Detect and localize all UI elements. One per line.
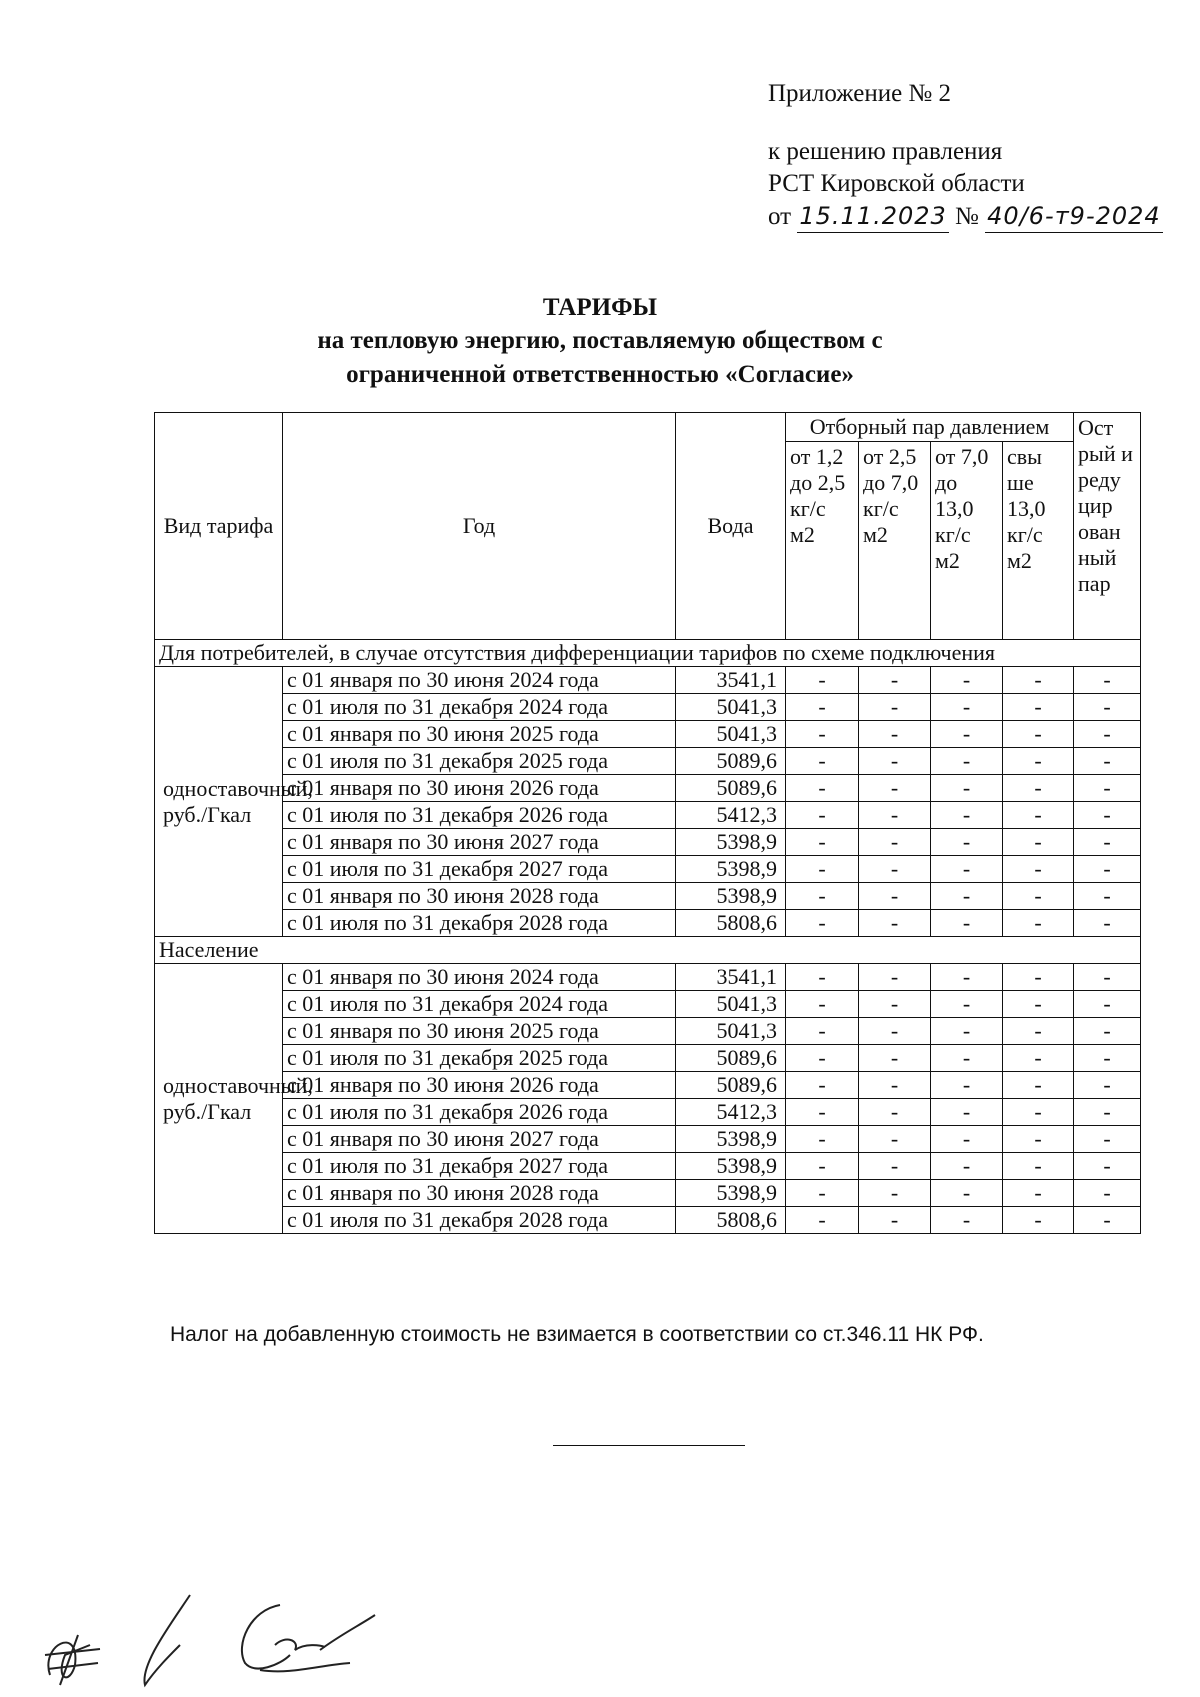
section-row bbox=[155, 640, 1141, 667]
number-label: № bbox=[955, 203, 979, 230]
period-cell: с 01 июля по 31 декабря 2024 года bbox=[283, 991, 676, 1018]
signature-3-icon bbox=[242, 1605, 375, 1671]
document-title bbox=[0, 292, 1200, 392]
empty-value-cell: - bbox=[786, 1099, 859, 1126]
empty-value-cell: - bbox=[931, 1153, 1003, 1180]
period-cell: с 01 июля по 31 декабря 2027 года bbox=[283, 1153, 676, 1180]
empty-value-cell: - bbox=[859, 1153, 931, 1180]
empty-value-cell: - bbox=[1074, 991, 1141, 1018]
empty-value-cell: - bbox=[786, 1045, 859, 1072]
empty-value-cell: - bbox=[931, 1126, 1003, 1153]
empty-value-cell: - bbox=[786, 802, 859, 829]
table-row bbox=[155, 856, 1141, 883]
empty-value-cell: - bbox=[1074, 775, 1141, 802]
empty-value-cell: - bbox=[786, 694, 859, 721]
empty-value-cell: - bbox=[931, 883, 1003, 910]
tariff-kind: одноставочный, руб./Гкал bbox=[155, 964, 283, 1234]
empty-value-cell: - bbox=[1003, 1099, 1074, 1126]
vat-footnote: Налог на добавленную стоимость не взимается в соответствии со ст.346.11 НК РФ. bbox=[170, 1323, 984, 1346]
empty-value-cell: - bbox=[1003, 1018, 1074, 1045]
empty-value-cell: - bbox=[1074, 964, 1141, 991]
header-water: Вода bbox=[676, 413, 786, 640]
empty-value-cell: - bbox=[859, 1072, 931, 1099]
empty-value-cell: - bbox=[786, 964, 859, 991]
decision-date: 15.11.2023 bbox=[797, 200, 948, 233]
tariff-kind: одноставочный, руб./Гкал bbox=[155, 667, 283, 937]
empty-value-cell: - bbox=[786, 667, 859, 694]
title-sub-1: на тепловую энергию, поставляемую обществом с bbox=[317, 327, 883, 354]
water-value-cell: 5398,9 bbox=[676, 883, 786, 910]
table-row bbox=[155, 775, 1141, 802]
water-value-cell: 5089,6 bbox=[676, 1072, 786, 1099]
empty-value-cell: - bbox=[931, 964, 1003, 991]
section-label: Население bbox=[155, 937, 1141, 964]
title-sub-2: ограниченной ответственностью «Согласие» bbox=[346, 361, 854, 388]
empty-value-cell: - bbox=[1003, 964, 1074, 991]
empty-value-cell: - bbox=[1003, 1045, 1074, 1072]
table-row bbox=[155, 1153, 1141, 1180]
empty-value-cell: - bbox=[1074, 748, 1141, 775]
water-value-cell: 5808,6 bbox=[676, 1207, 786, 1234]
table-row bbox=[155, 802, 1141, 829]
empty-value-cell: - bbox=[931, 1018, 1003, 1045]
appendix-line-1: к решению правления bbox=[768, 138, 1003, 165]
table-row bbox=[155, 883, 1141, 910]
empty-value-cell: - bbox=[786, 1153, 859, 1180]
header-row-1 bbox=[155, 413, 1141, 442]
empty-value-cell: - bbox=[859, 1180, 931, 1207]
empty-value-cell: - bbox=[859, 883, 931, 910]
table-row bbox=[155, 1207, 1141, 1234]
empty-value-cell: - bbox=[1003, 1126, 1074, 1153]
period-cell: с 01 июля по 31 декабря 2026 года bbox=[283, 1099, 676, 1126]
empty-value-cell: - bbox=[786, 1207, 859, 1234]
header-steam-group: Отборный пар давлением bbox=[786, 413, 1074, 442]
empty-value-cell: - bbox=[859, 991, 931, 1018]
empty-value-cell: - bbox=[859, 721, 931, 748]
empty-value-cell: - bbox=[1003, 694, 1074, 721]
empty-value-cell: - bbox=[931, 721, 1003, 748]
header-year: Год bbox=[283, 413, 676, 640]
water-value-cell: 5398,9 bbox=[676, 856, 786, 883]
empty-value-cell: - bbox=[931, 748, 1003, 775]
water-value-cell: 5041,3 bbox=[676, 991, 786, 1018]
empty-value-cell: - bbox=[1074, 1099, 1141, 1126]
empty-value-cell: - bbox=[1003, 721, 1074, 748]
decision-number: 40/6-т9-2024 bbox=[985, 200, 1163, 233]
empty-value-cell: - bbox=[786, 1126, 859, 1153]
empty-value-cell: - bbox=[931, 1207, 1003, 1234]
water-value-cell: 5398,9 bbox=[676, 1126, 786, 1153]
empty-value-cell: - bbox=[859, 1018, 931, 1045]
empty-value-cell: - bbox=[931, 856, 1003, 883]
empty-value-cell: - bbox=[1003, 748, 1074, 775]
appendix-line-2: РСТ Кировской области bbox=[768, 170, 1025, 197]
water-value-cell: 5808,6 bbox=[676, 910, 786, 937]
empty-value-cell: - bbox=[859, 775, 931, 802]
empty-value-cell: - bbox=[786, 775, 859, 802]
header-kind: Вид тарифа bbox=[155, 413, 283, 640]
header-pressure-2: от 2,5 до 7,0 кг/с м2 bbox=[859, 442, 931, 640]
empty-value-cell: - bbox=[786, 1180, 859, 1207]
header-pressure-1: от 1,2 до 2,5 кг/с м2 bbox=[786, 442, 859, 640]
empty-value-cell: - bbox=[931, 829, 1003, 856]
empty-value-cell: - bbox=[1074, 802, 1141, 829]
empty-value-cell: - bbox=[859, 829, 931, 856]
empty-value-cell: - bbox=[1003, 775, 1074, 802]
empty-value-cell: - bbox=[931, 667, 1003, 694]
empty-value-cell: - bbox=[1003, 1153, 1074, 1180]
empty-value-cell: - bbox=[931, 1072, 1003, 1099]
section-row bbox=[155, 937, 1141, 964]
empty-value-cell: - bbox=[859, 910, 931, 937]
appendix-block bbox=[768, 78, 1163, 233]
empty-value-cell: - bbox=[786, 829, 859, 856]
empty-value-cell: - bbox=[931, 775, 1003, 802]
water-value-cell: 5041,3 bbox=[676, 694, 786, 721]
empty-value-cell: - bbox=[1074, 667, 1141, 694]
empty-value-cell: - bbox=[931, 802, 1003, 829]
empty-value-cell: - bbox=[859, 1045, 931, 1072]
period-cell: с 01 января по 30 июня 2025 года bbox=[283, 1018, 676, 1045]
empty-value-cell: - bbox=[1074, 856, 1141, 883]
empty-value-cell: - bbox=[1074, 694, 1141, 721]
empty-value-cell: - bbox=[931, 1099, 1003, 1126]
empty-value-cell: - bbox=[786, 721, 859, 748]
empty-value-cell: - bbox=[1074, 910, 1141, 937]
period-cell: с 01 июля по 31 декабря 2024 года bbox=[283, 694, 676, 721]
empty-value-cell: - bbox=[1074, 829, 1141, 856]
empty-value-cell: - bbox=[1074, 721, 1141, 748]
water-value-cell: 5041,3 bbox=[676, 721, 786, 748]
empty-value-cell: - bbox=[1003, 910, 1074, 937]
empty-value-cell: - bbox=[931, 991, 1003, 1018]
empty-value-cell: - bbox=[1003, 829, 1074, 856]
water-value-cell: 5412,3 bbox=[676, 802, 786, 829]
water-value-cell: 5398,9 bbox=[676, 1180, 786, 1207]
title-main: ТАРИФЫ bbox=[542, 294, 658, 321]
empty-value-cell: - bbox=[1074, 883, 1141, 910]
header-sharp-steam: Ост рый и реду цир ован ный пар bbox=[1074, 413, 1141, 640]
empty-value-cell: - bbox=[1003, 856, 1074, 883]
empty-value-cell: - bbox=[859, 802, 931, 829]
period-cell: с 01 января по 30 июня 2028 года bbox=[283, 883, 676, 910]
table-row bbox=[155, 721, 1141, 748]
period-cell: с 01 июля по 31 декабря 2028 года bbox=[283, 910, 676, 937]
empty-value-cell: - bbox=[1074, 1180, 1141, 1207]
empty-value-cell: - bbox=[1074, 1045, 1141, 1072]
period-cell: с 01 июля по 31 декабря 2027 года bbox=[283, 856, 676, 883]
header-pressure-4: свы ше 13,0 кг/с м2 bbox=[1003, 442, 1074, 640]
period-cell: с 01 января по 30 июня 2028 года bbox=[283, 1180, 676, 1207]
appendix-date-line bbox=[768, 200, 1163, 233]
water-value-cell: 5412,3 bbox=[676, 1099, 786, 1126]
table-body bbox=[155, 640, 1141, 1234]
table-row bbox=[155, 991, 1141, 1018]
signature-1-icon bbox=[45, 1635, 100, 1685]
water-value-cell: 5089,6 bbox=[676, 748, 786, 775]
empty-value-cell: - bbox=[1003, 802, 1074, 829]
table-row bbox=[155, 1180, 1141, 1207]
empty-value-cell: - bbox=[1003, 991, 1074, 1018]
empty-value-cell: - bbox=[859, 748, 931, 775]
water-value-cell: 5398,9 bbox=[676, 1153, 786, 1180]
header-pressure-3: от 7,0 до 13,0 кг/с м2 bbox=[931, 442, 1003, 640]
water-value-cell: 5089,6 bbox=[676, 775, 786, 802]
period-cell: с 01 января по 30 июня 2024 года bbox=[283, 964, 676, 991]
table-row bbox=[155, 1045, 1141, 1072]
period-cell: с 01 июля по 31 декабря 2025 года bbox=[283, 748, 676, 775]
empty-value-cell: - bbox=[931, 1180, 1003, 1207]
empty-value-cell: - bbox=[931, 1045, 1003, 1072]
empty-value-cell: - bbox=[1074, 1207, 1141, 1234]
period-cell: с 01 января по 30 июня 2026 года bbox=[283, 1072, 676, 1099]
water-value-cell: 5041,3 bbox=[676, 1018, 786, 1045]
empty-value-cell: - bbox=[1003, 667, 1074, 694]
empty-value-cell: - bbox=[859, 1207, 931, 1234]
period-cell: с 01 июля по 31 декабря 2025 года bbox=[283, 1045, 676, 1072]
empty-value-cell: - bbox=[1074, 1126, 1141, 1153]
table-row bbox=[155, 1099, 1141, 1126]
from-label: от bbox=[768, 203, 792, 230]
empty-value-cell: - bbox=[1074, 1153, 1141, 1180]
period-cell: с 01 июля по 31 декабря 2026 года bbox=[283, 802, 676, 829]
signature-2-icon bbox=[144, 1595, 190, 1685]
empty-value-cell: - bbox=[1003, 1180, 1074, 1207]
empty-value-cell: - bbox=[786, 1072, 859, 1099]
empty-value-cell: - bbox=[859, 694, 931, 721]
table-row bbox=[155, 964, 1141, 991]
empty-value-cell: - bbox=[859, 1099, 931, 1126]
period-cell: с 01 января по 30 июня 2027 года bbox=[283, 829, 676, 856]
empty-value-cell: - bbox=[1003, 1072, 1074, 1099]
period-cell: с 01 января по 30 июня 2027 года bbox=[283, 1126, 676, 1153]
water-value-cell: 5089,6 bbox=[676, 1045, 786, 1072]
water-value-cell: 3541,1 bbox=[676, 667, 786, 694]
empty-value-cell: - bbox=[786, 883, 859, 910]
period-cell: с 01 января по 30 июня 2025 года bbox=[283, 721, 676, 748]
period-cell: с 01 июля по 31 декабря 2028 года bbox=[283, 1207, 676, 1234]
empty-value-cell: - bbox=[859, 667, 931, 694]
empty-value-cell: - bbox=[859, 856, 931, 883]
empty-value-cell: - bbox=[859, 964, 931, 991]
table-row bbox=[155, 1018, 1141, 1045]
empty-value-cell: - bbox=[859, 1126, 931, 1153]
appendix-title: Приложение № 2 bbox=[768, 80, 952, 107]
table-row bbox=[155, 829, 1141, 856]
period-cell: с 01 января по 30 июня 2026 года bbox=[283, 775, 676, 802]
table-row bbox=[155, 667, 1141, 694]
empty-value-cell: - bbox=[931, 910, 1003, 937]
table-row bbox=[155, 910, 1141, 937]
table-row bbox=[155, 748, 1141, 775]
empty-value-cell: - bbox=[1003, 1207, 1074, 1234]
table-row bbox=[155, 1072, 1141, 1099]
period-cell: с 01 января по 30 июня 2024 года bbox=[283, 667, 676, 694]
table-row bbox=[155, 694, 1141, 721]
tariff-table bbox=[154, 412, 1141, 1234]
empty-value-cell: - bbox=[1074, 1072, 1141, 1099]
section-label: Для потребителей, в случае отсутствия дифференциации тарифов по схеме подключения bbox=[155, 640, 1141, 667]
separator-line bbox=[553, 1445, 745, 1446]
empty-value-cell: - bbox=[786, 910, 859, 937]
empty-value-cell: - bbox=[786, 1018, 859, 1045]
empty-value-cell: - bbox=[786, 991, 859, 1018]
empty-value-cell: - bbox=[1074, 1018, 1141, 1045]
empty-value-cell: - bbox=[786, 748, 859, 775]
empty-value-cell: - bbox=[931, 694, 1003, 721]
empty-value-cell: - bbox=[786, 856, 859, 883]
signatures bbox=[20, 1585, 380, 1695]
empty-value-cell: - bbox=[1003, 883, 1074, 910]
table-row bbox=[155, 1126, 1141, 1153]
water-value-cell: 3541,1 bbox=[676, 964, 786, 991]
water-value-cell: 5398,9 bbox=[676, 829, 786, 856]
